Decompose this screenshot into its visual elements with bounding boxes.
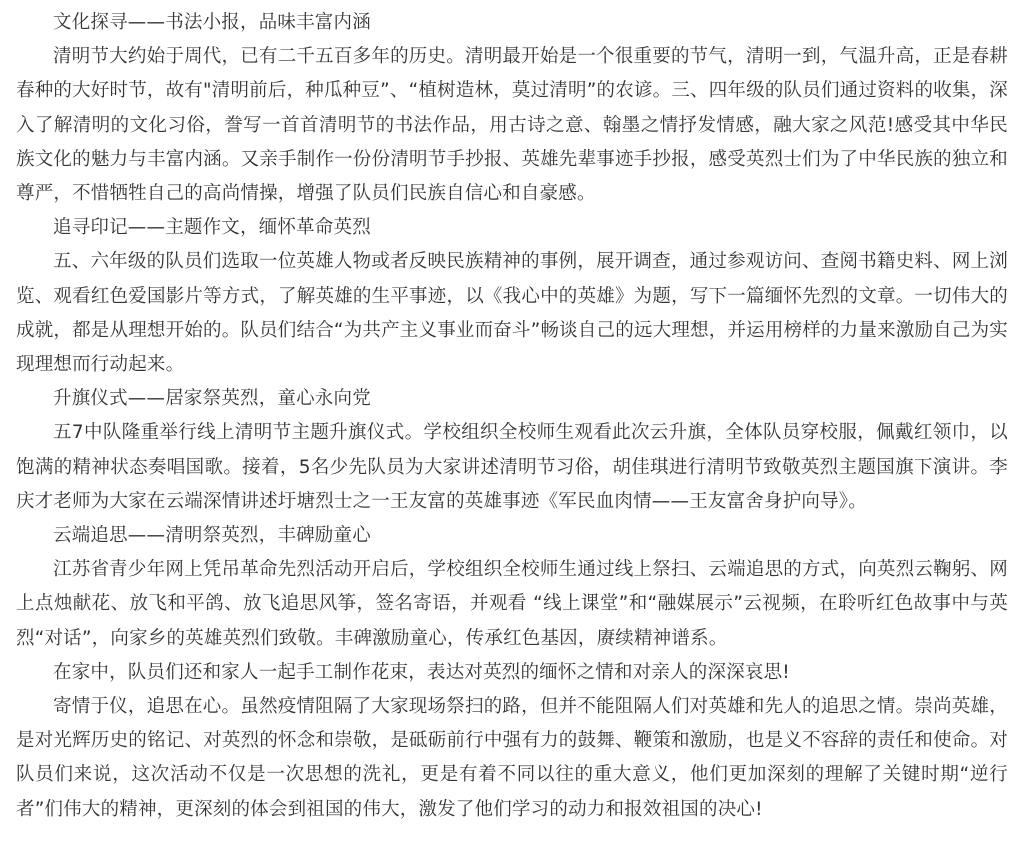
section-heading-calligraphy: 文化探寻——书法小报，品味丰富内涵	[53, 12, 371, 33]
paragraph-qingming-history: 清明节大约始于周代，已有二千五百多年的历史。清明最开始是一个很重要的节气，清明一到，气温升高，正是春耕春种的大好时节，故有"清明前后，种瓜种豆”、“植树造林，莫过清明”的农谚。三、四年级的队员们通过资料的收集，深入了解清明的文化习俗，誊写一首首清明节的书法作品，用古诗之意、翰墨之情抒发情感，融大家之风范!感受其中华民族文化的魅力与丰富内涵。又亲手制作一份份清明节手抄报、英雄先辈事迹手抄报，感受英烈士们为了中华民族的独立和尊严，不惜牺牲自己的高尚情操，增强了队员们民族自信心和自豪感。	[16, 46, 1008, 205]
paragraph-flag-ceremony: 五7中队隆重举行线上清明节主题升旗仪式。学校组织全校师生观看此次云升旗，全体队员穿校服，佩戴红领巾，以饱满的精神状态奏唱国歌。接着，5名少先队员为大家讲述清明节习俗，胡佳琪进行清明节致敬英烈主题国旗下演讲。李庆才老师为大家在云端深情讲述圩塘烈士之一王友富的英雄事迹《军民血肉情——王友富舍身护向导》。	[16, 422, 1008, 512]
section-heading-flag-ceremony: 升旗仪式——居家祭英烈，童心永向党	[53, 388, 371, 410]
paragraph-hero-essays: 五、六年级的队员们选取一位英雄人物或者反映民族精神的事例，展开调查，通过参观访问、查阅书籍史料、网上浏览、观看红色爱国影片等方式，了解英雄的生平事迹，以《我心中的英雄》为题，写下一篇缅怀先烈的文章。一切伟大的成就，都是从理想开始的。队员们结合“为共产主义事业而奋斗”畅谈自己的远大理想，并运用榜样的力量来激励自己为实现理想而行动起来。	[16, 251, 1008, 376]
paragraph-handmade-flowers: 在家中，队员们还和家人一起手工制作花束，表达对英烈的缅怀之情和对亲人的深深哀思!	[53, 661, 790, 683]
section-heading-online-memorial: 云端追思——清明祭英烈，丰碑励童心	[53, 525, 371, 547]
paragraph-conclusion: 寄情于仪，追思在心。虽然疫情阻隔了大家现场祭扫的路，但并不能阻隔人们对英雄和先人的追思之情。崇尚英雄，是对光辉历史的铭记、对英烈的怀念和崇敬，是砥砺前行中强有力的鼓舞、鞭策和激励，也是义不容辞的责任和使命。对队员们来说，这次活动不仅是一次思想的洗礼，更是有着不同以往的重大意义，他们更加深刻的理解了关键时期“逆行者”们伟大的精神，更深刻的体会到祖国的伟大，激发了他们学习的动力和报效祖国的决心!	[16, 696, 1008, 820]
section-heading-composition: 追寻印记——主题作文，缅怀革命英烈	[53, 217, 371, 239]
paragraph-online-memorial: 江苏省青少年网上凭吊革命先烈活动开启后，学校组织全校师生通过线上祭扫、云端追思的方式，向英烈云鞠躬、网上点烛献花、放飞和平鸽、放飞追思风筝，签名寄语，并观看 “线上课堂”和“融媒展示”云视频，在聆听红色故事中与英烈“对话”，向家乡的英雄英烈们致敬。丰碑激励童心，传承红色基因，赓续精神谱系。	[16, 559, 1008, 649]
